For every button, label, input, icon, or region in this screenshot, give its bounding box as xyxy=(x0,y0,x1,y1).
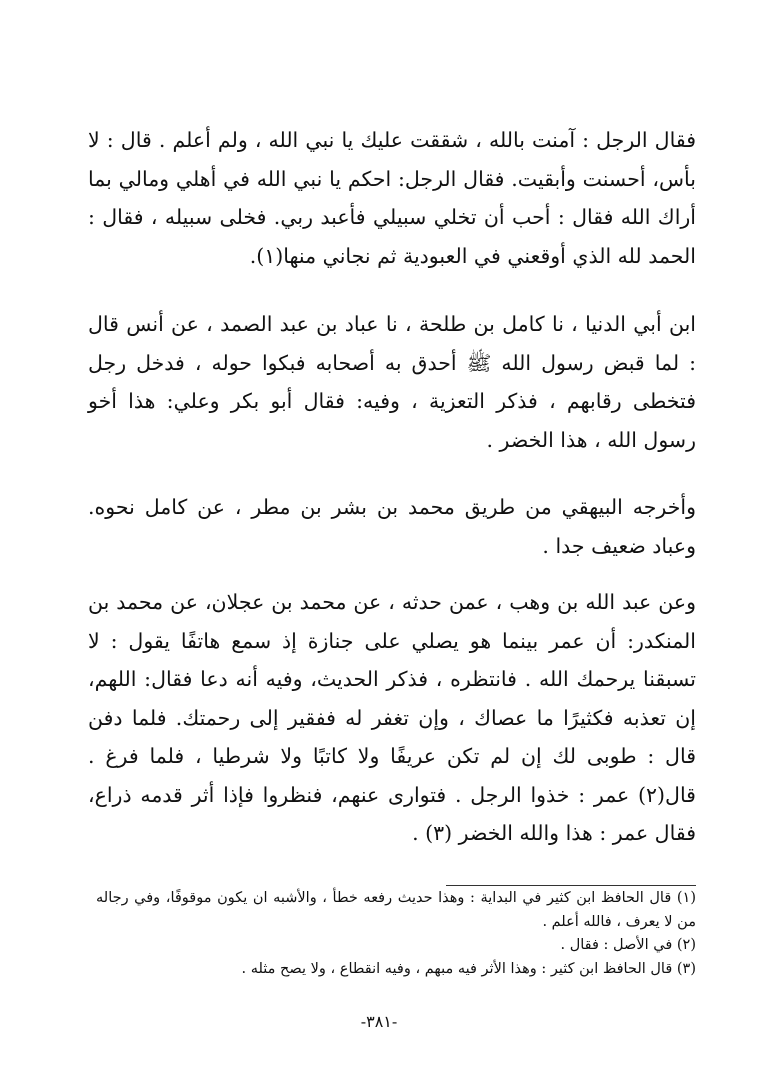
paragraph: ابن أبي الدنيا ، نا كامل بن طلحة ، نا عباد بن عبد الصمد ، عن أنس قال : لما قبض رسول الله ﷺ أحدق به أصحابه فبكوا حوله ، فدخل رجل فتخطى رقابهم ، فذكر التعزية ، وفيه: فقال أبو بكر وعلي: هذا أخو رسول الله ، هذا الخضر . xyxy=(88,312,696,452)
footnote: (١) قال الحافظ ابن كثير في البداية : وهذا حديث رفعه خطأ ، والأشبه ان يكون موقوفًا، وفي رجاله من لا يعرف ، فالله أعلم . xyxy=(96,890,696,930)
paragraph: وأخرجه البيهقي من طريق محمد بن بشر بن مطر ، عن كامل نحوه. وعباد ضعيف جدا . xyxy=(88,495,696,558)
footnote-divider xyxy=(446,885,696,886)
footnote: (٣) قال الحافظ ابن كثير : وهذا الأثر فيه مبهم ، وفيه انقطاع ، ولا يصح مثله . xyxy=(241,960,696,977)
page-number: -٣٨١- xyxy=(360,1012,398,1031)
footnotes xyxy=(96,887,696,981)
paragraph: وعن عبد الله بن وهب ، عمن حدثه ، عن محمد بن عجلان، عن محمد بن المنكدر: أن عمر بينما هو يصلي على جنازة إذ سمع هاتفًا يقول : لا تسبقنا يرحمك الله . فانتظره ، فذكر الحديث، وفيه أنه دعا فقال: اللهم، إن تعذبه فكثيرًا ما عصاك ، وإن تغفر له ففقير إلى رحمتك. فلما دفن قال : طوبى لك إن لم تكن عريفًا ولا كاتبًا ولا شرطيا ، فلما فرغ . قال(٢) عمر : خذوا الرجل . فتوارى عنهم، فنظروا فإذا أثر قدمه ذراع، فقال عمر : هذا والله الخضر (٣) . xyxy=(88,590,696,845)
paragraph: فقال الرجل : آمنت بالله ، شققت عليك يا نبي الله ، ولم أعلم . قال : لا بأس، أحسنت وأبقيت. فقال الرجل: احكم يا نبي الله في أهلي ومالي بما أراك الله فقال : أحب أن تخلي سبيلي فأعبد ربي. فخلى سبيله ، فقال : الحمد لله الذي أوقعني في العبودية ثم نجاني منها(١). xyxy=(88,128,696,268)
footnote: (٢) في الأصل : فقال . xyxy=(560,937,696,953)
